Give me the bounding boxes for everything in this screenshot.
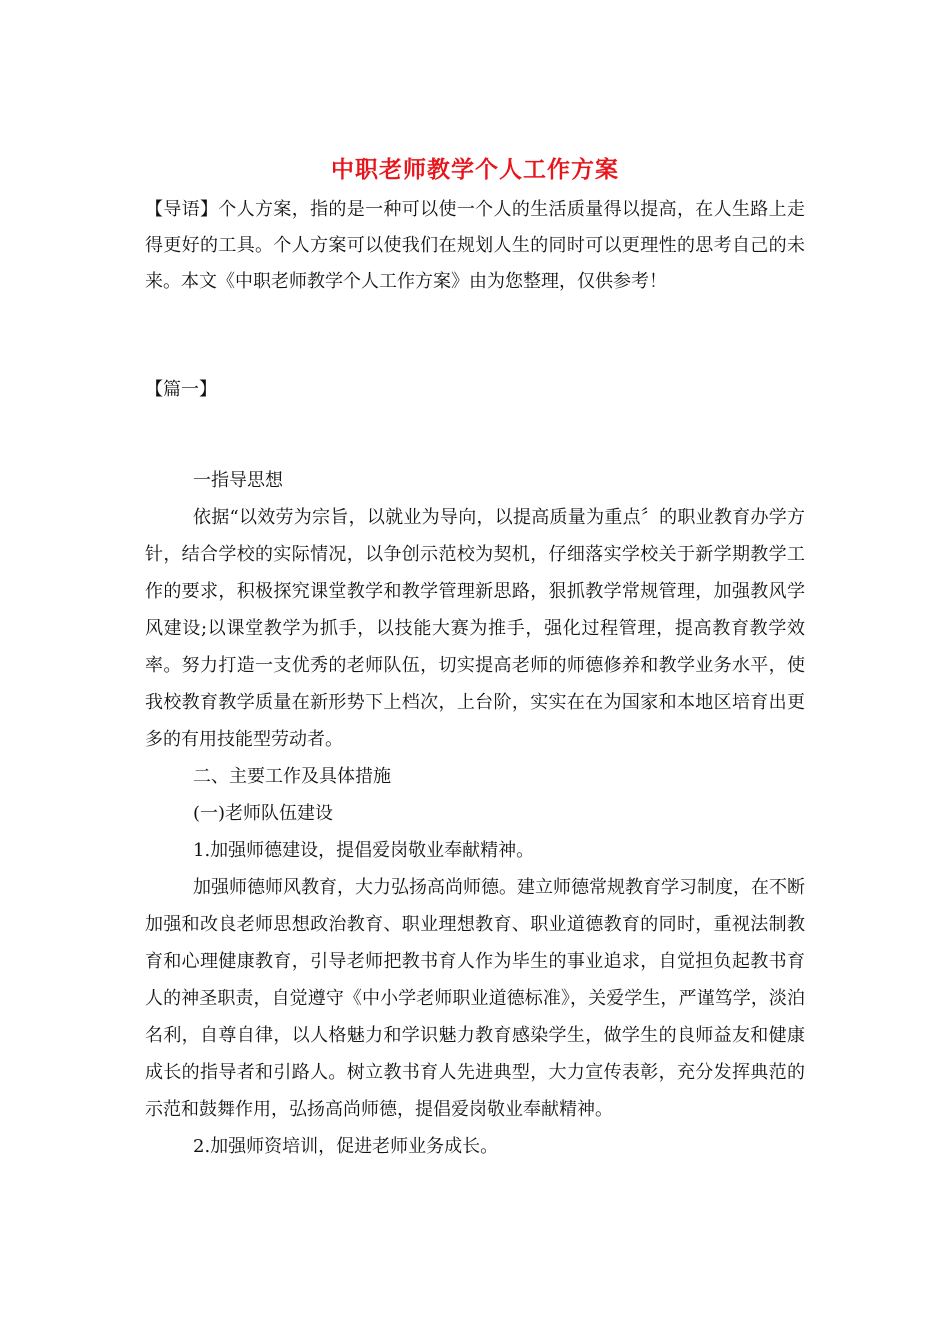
section-heading-guiding-thought: 一指导思想 — [193, 470, 283, 491]
subsection-heading-teacher-team: (一)老师队伍建设 — [193, 803, 334, 824]
intro-paragraph: 【导语】个人方案，指的是一种可以使一个人的生活质量得以提高，在人生路上走得更好的工具。个人方案可以使我们在规划人生的同时可以更理性的思考自己的未来。本文《中职老师教学个人工作方案》由为您整理，仅供参考！ — [145, 199, 805, 292]
spacer — [145, 408, 805, 462]
section-label: 【篇一】 — [145, 379, 217, 400]
body-paragraph: 加强师德师风教育，大力弘扬高尚师德。建立师德常规教育学习制度，在不断加强和改良老师思想政治教育、职业理想教育、职业道德教育的同时，重视法制教育和心理健康教育，引导老师把教书育人作为毕生的事业追求，自觉担负起教书育人的神圣职责，自觉遵守《中小学老师职业道德标准》，关爱学生，严谨笃学，淡泊名利，自尊自律，以人格魅力和学识魅力教育感染学生，做学生的良师益友和健康成长的指导者和引路人。树立教书育人先进典型，大力宣传表彰，充分发挥典范的示范和鼓舞作用，弘扬高尚师德，提倡爱岗敬业奉献精神。 — [145, 877, 805, 1120]
document-title: 中职老师教学个人工作方案 — [331, 156, 619, 183]
item-heading-training: 2.加强师资培训，促进老师业务成长。 — [193, 1136, 499, 1157]
item-heading-ethics: 1.加强师德建设，提倡爱岗敬业奉献精神。 — [193, 840, 535, 861]
body-paragraph: 依据“以效劳为宗旨，以就业为导向，以提高质量为重点〞的职业教育办学方针，结合学校的实际情况，以争创示范校为契机，仔细落实学校关于新学期教学工作的要求，积极探究课堂教学和教学管理新思路，狠抓教学常规管理，加强教风学风建设;以课堂教学为抓手，以技能大赛为推手，强化过程管理，提高教育教学效率。努力打造一支优秀的老师队伍，切实提高老师的师德修养和教学业务水平，使我校教育教学质量在新形势下上档次，上台阶，实实在在为国家和本地区培育出更多的有用技能型劳动者。 — [145, 507, 805, 750]
section-heading-main-work: 二、主要工作及具体措施 — [193, 766, 391, 787]
document-page — [145, 152, 805, 1165]
spacer — [145, 300, 805, 372]
